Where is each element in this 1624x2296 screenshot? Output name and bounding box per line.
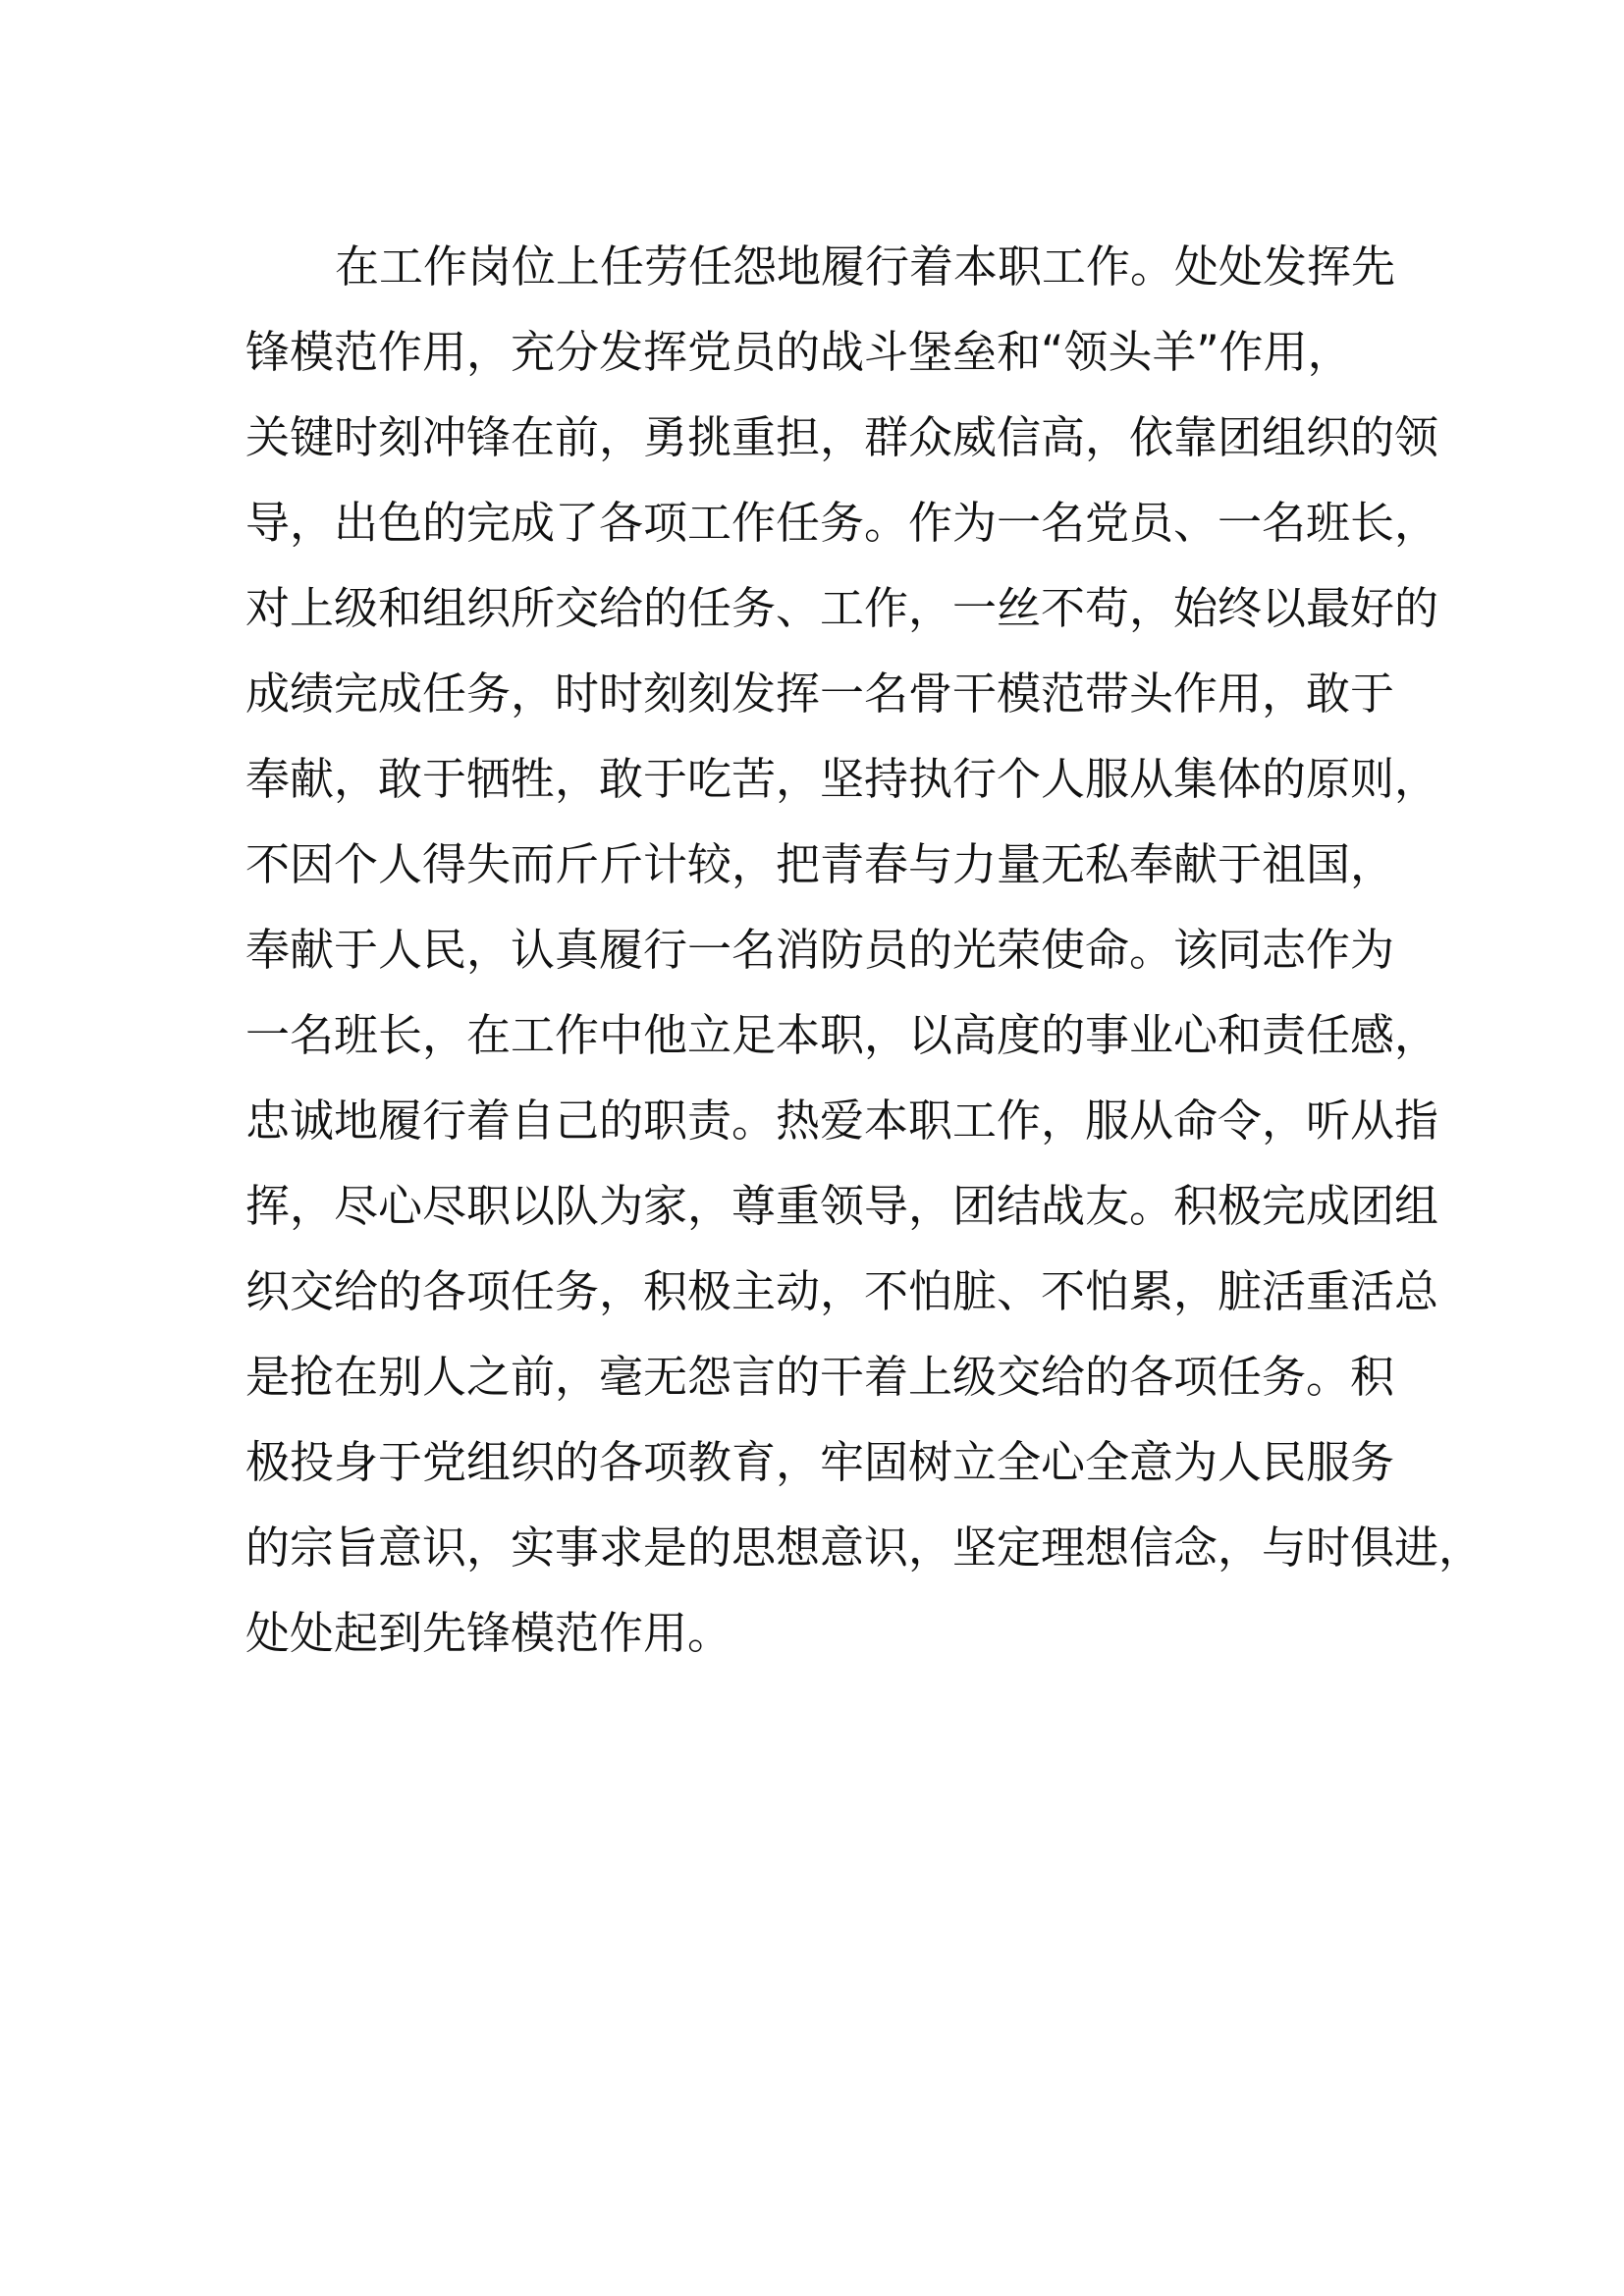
paragraph-line: 锋模范作用，充分发挥党员的战斗堡垒和“领头羊”作用， [245, 326, 1352, 378]
paragraph-line: 导，出色的完成了各项工作任务。作为一名党员、一名班长， [245, 497, 1439, 549]
body-paragraph [245, 224, 1484, 1676]
paragraph-line: 织交给的各项任务，积极主动，不怕脏、不怕累，脏活重活总 [245, 1265, 1439, 1317]
paragraph-line: 是抢在别人之前，毫无怨言的干着上级交给的各项任务。积 [245, 1351, 1395, 1403]
paragraph-line: 挥，尽心尽职以队为家，尊重领导，团结战友。积极完成团组 [245, 1180, 1439, 1232]
paragraph-line: 不因个人得失而斤斤计较，把青春与力量无私奉献于祖国， [245, 838, 1395, 890]
paragraph-line: 一名班长，在工作中他立足本职，以高度的事业心和责任感， [245, 1009, 1439, 1061]
paragraph-line: 忠诚地履行着自己的职责。热爱本职工作，服从命令，听从指 [245, 1095, 1439, 1147]
paragraph-line: 成绩完成任务，时时刻刻发挥一名骨干模范带头作用，敢于 [245, 667, 1395, 720]
paragraph-line: 奉献，敢于牺牲，敢于吃苦，坚持执行个人服从集体的原则， [245, 753, 1439, 805]
paragraph-line: 处处起到先锋模范作用。 [245, 1607, 732, 1659]
paragraph-line: 在工作岗位上任劳任怨地履行着本职工作。处处发挥先 [335, 240, 1396, 293]
paragraph-line: 关键时刻冲锋在前，勇挑重担，群众威信高，依靠团组织的领 [245, 411, 1439, 463]
paragraph-line: 极投身于党组织的各项教育，牢固树立全心全意为人民服务 [245, 1436, 1395, 1488]
paragraph-line: 对上级和组织所交给的任务、工作，一丝不苟，始终以最好的 [245, 582, 1439, 634]
paragraph-line: 奉献于人民，认真履行一名消防员的光荣使命。该同志作为 [245, 924, 1395, 976]
paragraph-line: 的宗旨意识，实事求是的思想意识，坚定理想信念，与时俱进， [245, 1522, 1484, 1574]
